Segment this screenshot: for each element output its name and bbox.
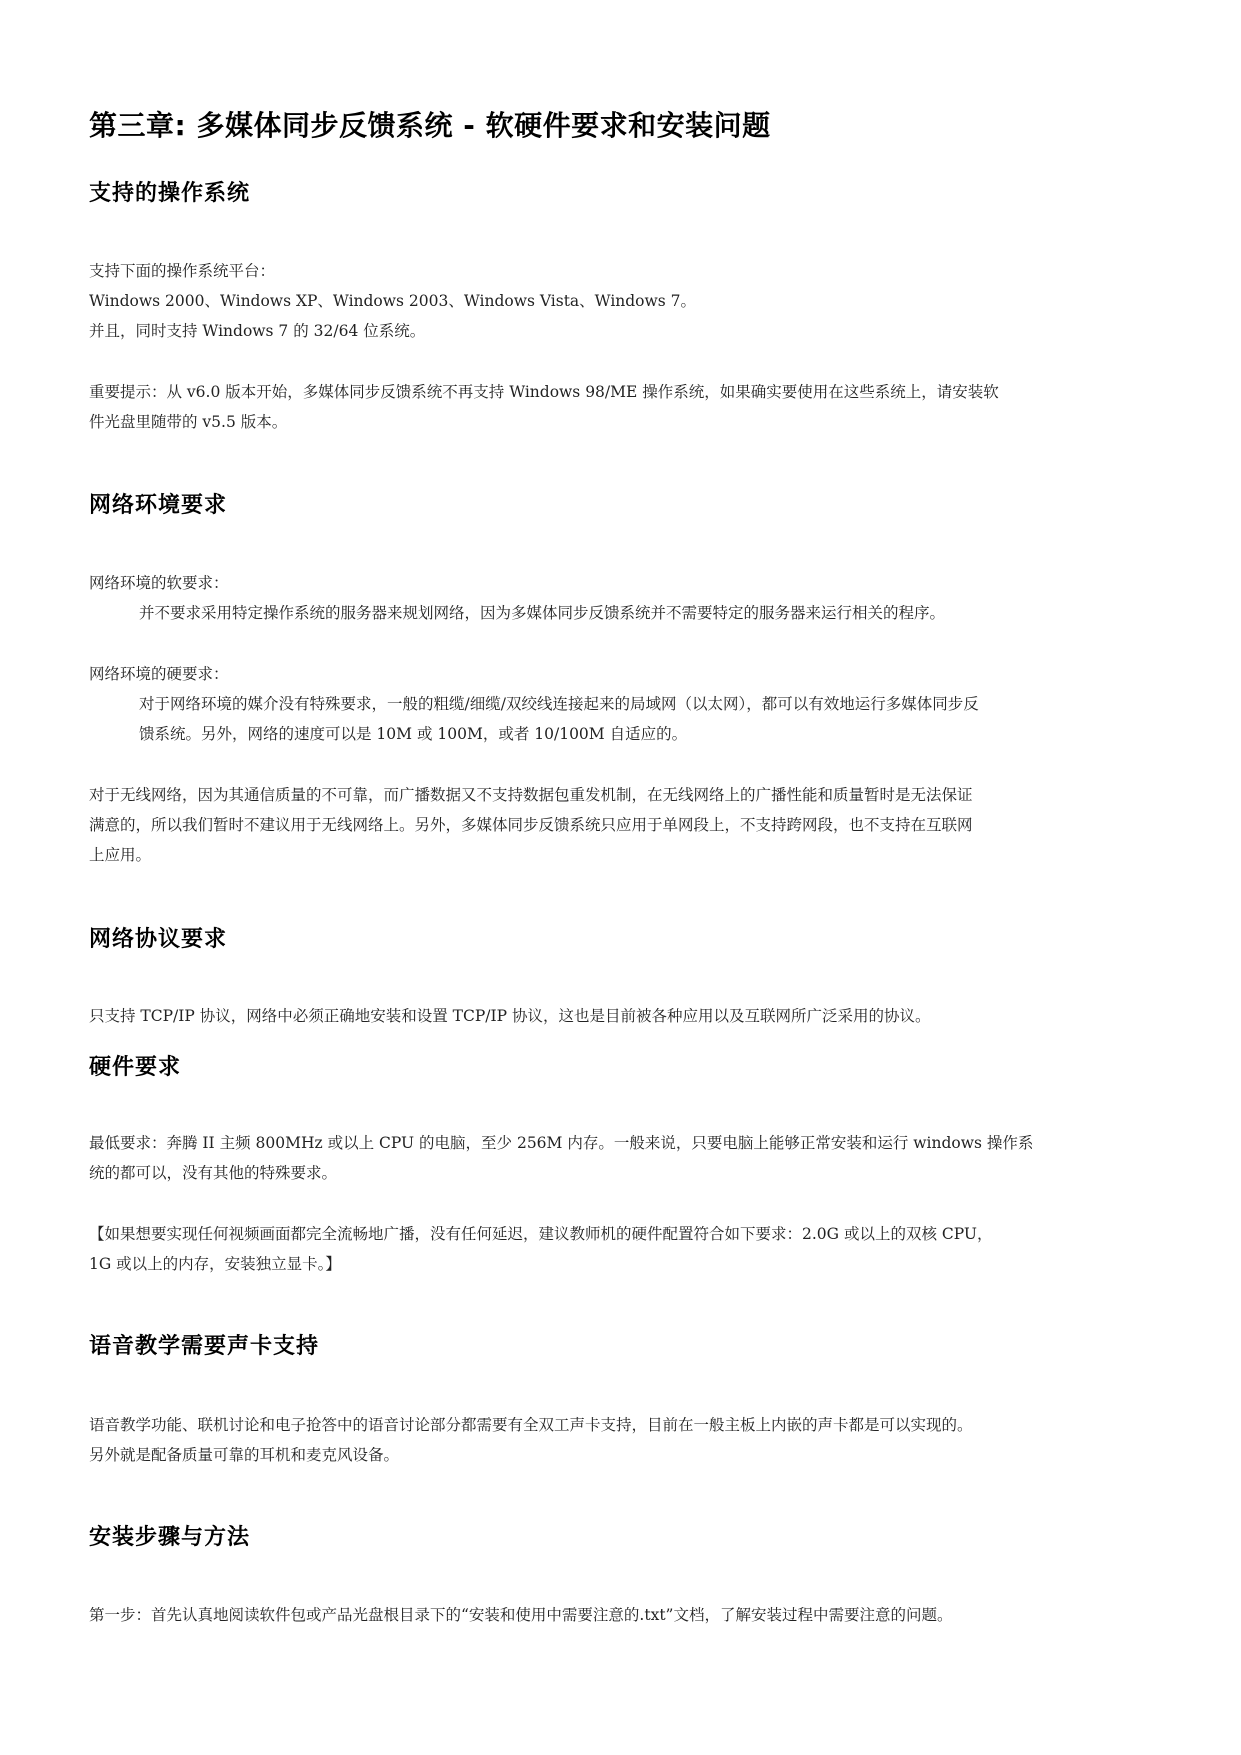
heading-hardware: 硬件要求 bbox=[89, 1055, 182, 1080]
hardware-recommended-line: 【如果想要实现任何视频画面都完全流畅地广播，没有任何延迟，建议教师机的硬件配置符合如下要求：2.0G 或以上的双核 CPU， bbox=[89, 1225, 993, 1243]
network-hard-paragraph bbox=[139, 689, 1169, 749]
wireless-line: 对于无线网络，因为其通信质量的不可靠，而广播数据又不支持数据包重发机制，在无线网络上的广播性能和质量暂时是无法保证 bbox=[89, 786, 973, 804]
os-intro-line: Windows 2000、Windows XP、Windows 2003、Windows Vista、Windows 7。 bbox=[89, 292, 697, 310]
os-notice-line: 重要提示：从 v6.0 版本开始，多媒体同步反馈系统不再支持 Windows 98/ME 操作系统，如果确实要使用在这些系统上，请安装软 bbox=[89, 383, 999, 401]
os-notice-paragraph bbox=[89, 377, 1169, 437]
audio-line: 另外就是配备质量可靠的耳机和麦克风设备。 bbox=[89, 1446, 400, 1464]
hardware-minimum-line: 统的都可以，没有其他的特殊要求。 bbox=[89, 1164, 338, 1182]
heading-supported-os: 支持的操作系统 bbox=[89, 181, 251, 206]
wireless-paragraph bbox=[89, 780, 1169, 870]
network-soft-text: 并不要求采用特定操作系统的服务器来规划网络，因为多媒体同步反馈系统并不需要特定的服务器来运行相关的程序。 bbox=[139, 604, 946, 622]
heading-install-steps: 安装步骤与方法 bbox=[89, 1525, 251, 1550]
wireless-line: 上应用。 bbox=[89, 846, 152, 864]
os-intro-line: 并且，同时支持 Windows 7 的 32/64 位系统。 bbox=[89, 322, 426, 340]
heading-network-protocol: 网络协议要求 bbox=[89, 927, 228, 952]
network-hard-line: 馈系统。另外，网络的速度可以是 10M 或 100M，或者 10/100M 自适应的。 bbox=[139, 725, 688, 743]
os-notice-line: 件光盘里随带的 v5.5 版本。 bbox=[89, 413, 288, 431]
hardware-minimum-paragraph bbox=[89, 1128, 1169, 1188]
network-hard-line: 对于网络环境的媒介没有特殊要求，一般的粗缆/细缆/双绞线连接起来的局域网（以太网），都可以有效地运行多媒体同步反 bbox=[139, 695, 979, 713]
network-soft-label: 网络环境的软要求： bbox=[89, 574, 229, 592]
audio-line: 语音教学功能、联机讨论和电子抢答中的语音讨论部分都需要有全双工声卡支持，目前在一般主板上内嵌的声卡都是可以实现的。 bbox=[89, 1416, 973, 1434]
os-intro-line: 支持下面的操作系统平台： bbox=[89, 262, 276, 280]
network-hard-label: 网络环境的硬要求： bbox=[89, 665, 229, 683]
heading-sound-card: 语音教学需要声卡支持 bbox=[89, 1334, 320, 1359]
install-step-1: 第一步：首先认真地阅读软件包或产品光盘根目录下的“安装和使用中需要注意的.txt”文档，了解安装过程中需要注意的问题。 bbox=[89, 1606, 953, 1624]
audio-paragraph bbox=[89, 1410, 1169, 1470]
heading-network-environment: 网络环境要求 bbox=[89, 493, 228, 518]
chapter-title: 第三章: 多媒体同步反馈系统 - 软硬件要求和安装问题 bbox=[89, 109, 771, 142]
hardware-minimum-line: 最低要求：奔腾 II 主频 800MHz 或以上 CPU 的电脑，至少 256M 内存。一般来说，只要电脑上能够正常安装和运行 windows 操作系 bbox=[89, 1134, 1034, 1152]
protocol-text: 只支持 TCP/IP 协议，网络中必须正确地安装和设置 TCP/IP 协议，这也是目前被各种应用以及互联网所广泛采用的协议。 bbox=[89, 1007, 931, 1025]
os-intro-paragraph bbox=[89, 256, 1169, 346]
hardware-recommended-line: 1G 或以上的内存，安装独立显卡。】 bbox=[89, 1255, 341, 1273]
wireless-line: 满意的，所以我们暂时不建议用于无线网络上。另外，多媒体同步反馈系统只应用于单网段上，不支持跨网段，也不支持在互联网 bbox=[89, 816, 973, 834]
hardware-recommended-paragraph bbox=[89, 1219, 1169, 1279]
